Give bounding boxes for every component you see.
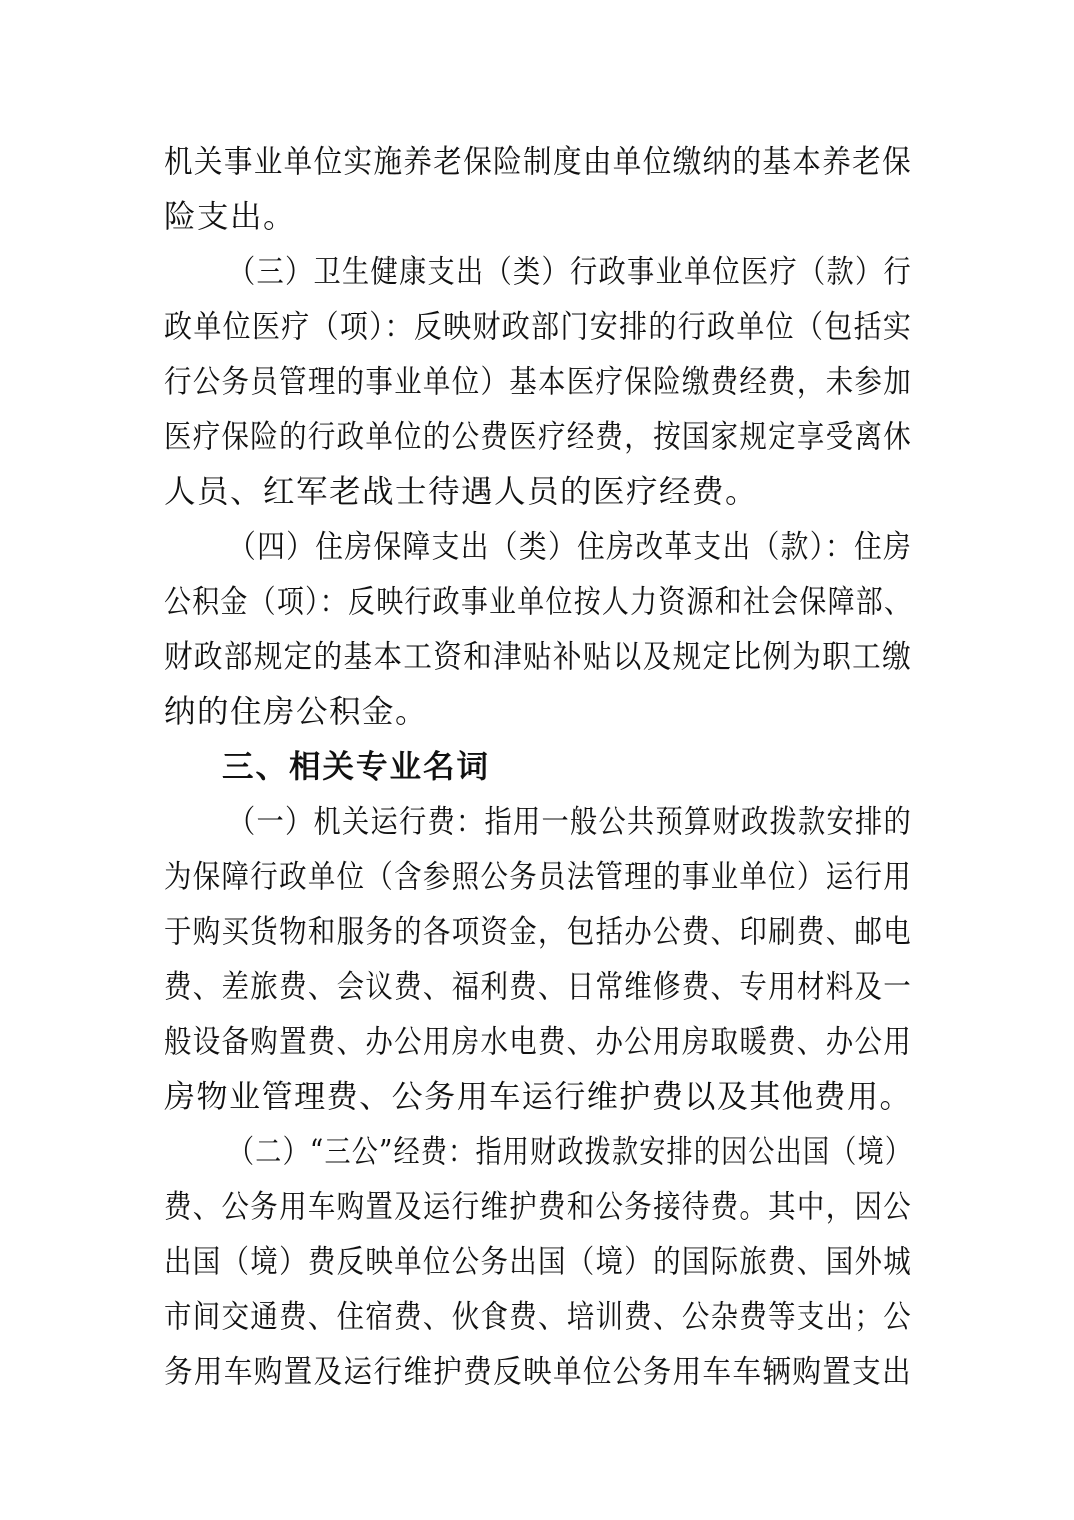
text-line-22: 市间交通费、住宿费、伙食费、培训费、公杂费等支出；公 (164, 1299, 913, 1335)
text-line-10: 财政部规定的基本工资和津贴补贴以及规定比例为职工缴 (164, 639, 913, 675)
text-line-9: 公积金（项）：反映行政事业单位按人力资源和社会保障部、 (164, 584, 913, 620)
text-line-4: 政单位医疗（项）：反映财政部门安排的行政单位（包括实 (164, 309, 913, 345)
section-heading: 三、相关专业名词 (222, 749, 491, 785)
paragraph-3-start: （三）卫生健康支出（类）行政事业单位医疗（款）行 (228, 254, 913, 290)
text-line-14: 为保障行政单位（含参照公务员法管理的事业单位）运行用 (164, 859, 913, 895)
text-line-16: 费、差旅费、会议费、福利费、日常维修费、专用材料及一 (164, 969, 913, 1005)
text-line-18: 房物业管理费、公务用车运行维护费以及其他费用。 (164, 1079, 913, 1115)
text-line-2: 险支出。 (164, 199, 297, 235)
text-line-1: 机关事业单位实施养老保险制度由单位缴纳的基本养老保 (164, 144, 913, 180)
text-line-6: 医疗保险的行政单位的公费医疗经费，按国家规定享受离休 (164, 419, 913, 455)
text-line-17: 般设备购置费、办公用房水电费、办公用房取暖费、办公用 (164, 1024, 913, 1060)
text-line-7: 人员、红军老战士待遇人员的医疗经费。 (164, 474, 759, 510)
text-line-15: 于购买货物和服务的各项资金，包括办公费、印刷费、邮电 (164, 914, 913, 950)
paragraph-4-start: （四）住房保障支出（类）住房改革支出（款）：住房 (228, 529, 913, 565)
text-line-11: 纳的住房公积金。 (164, 694, 429, 730)
text-line-23: 务用车购置及运行维护费反映单位公务用车车辆购置支出 (164, 1354, 913, 1390)
text-line-5: 行公务员管理的事业单位）基本医疗保险缴费经费，未参加 (164, 364, 913, 400)
paragraph-terms-1-start: （一）机关运行费：指用一般公共预算财政拨款安排的 (228, 804, 913, 840)
text-line-21: 出国（境）费反映单位公务出国（境）的国际旅费、国外城 (164, 1244, 913, 1280)
paragraph-terms-2-start: （二）“三公”经费：指用财政拨款安排的因公出国（境） (228, 1134, 913, 1170)
text-line-20: 费、公务用车购置及运行维护费和公务接待费。其中，因公 (164, 1189, 913, 1225)
